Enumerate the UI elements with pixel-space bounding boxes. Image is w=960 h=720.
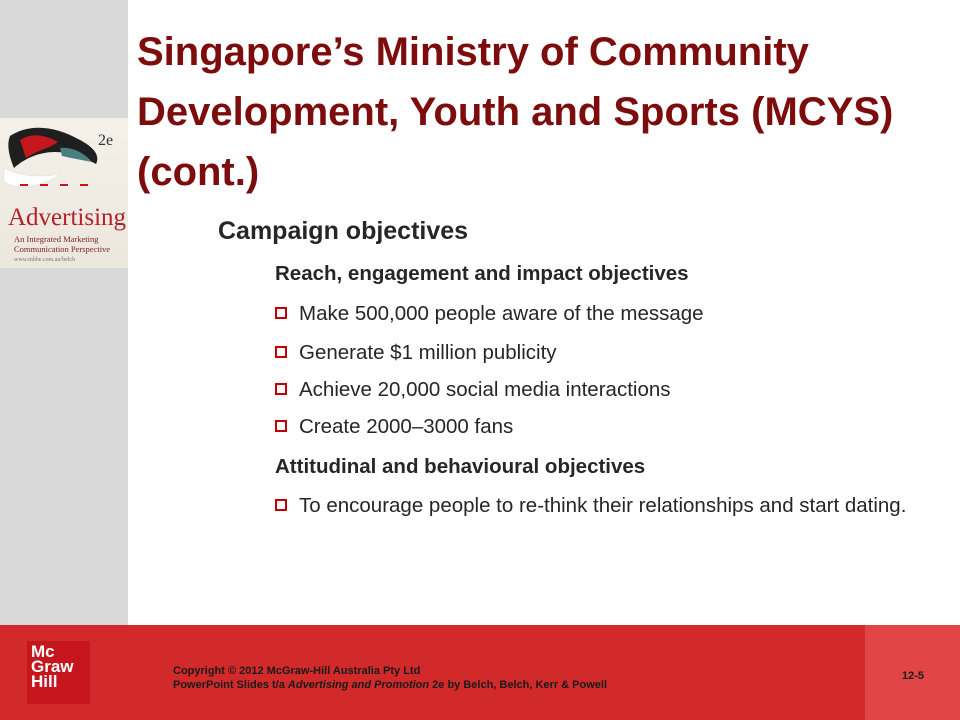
book-cover-image [0,118,128,268]
slide-title: Singapore’s Ministry of Community Development, Youth and Sports (MCYS) (cont.) [137,30,894,194]
checkbox-bullet-icon [275,499,287,511]
copyright-line-1: Copyright © 2012 McGraw-Hill Australia Pty Ltd [173,665,421,677]
section-heading: Campaign objectives [218,217,469,245]
checkbox-bullet-icon [275,420,287,432]
slide-footer [0,625,960,720]
list-item [275,375,915,405]
logo-line: Hill [31,672,58,691]
logo-line: Mc [31,642,55,661]
copyright-notice [173,664,607,692]
checkbox-bullet-icon [275,307,287,319]
list-item [275,299,915,329]
logo-line: Graw [31,657,74,676]
checkbox-bullet-icon [275,383,287,395]
left-sidebar [0,0,128,625]
book-title-italic: Advertising and Promotion [287,679,430,691]
list-item [275,338,915,368]
copyright-prefix: PowerPoint Slides t/a [173,679,288,691]
bullet-text: Generate $1 million publicity [299,341,557,364]
copyright-line-2 [173,678,607,692]
bullet-text: Make 500,000 people aware of the message [299,302,704,325]
checkbox-bullet-icon [275,346,287,358]
book-url: www.mhhe.com.au/belch [14,257,76,263]
book-title: Advertising [8,204,127,231]
book-subtitle: An Integrated Marketing Communication Perspective [14,234,111,254]
mcgraw-hill-logo [27,641,90,704]
bullet-text: To encourage people to re-think their relationships and start dating. [299,494,907,517]
bullet-text: Create 2000–3000 fans [299,415,514,438]
bullet-text: Achieve 20,000 social media interactions [299,378,671,401]
list-item [275,491,915,521]
copyright-suffix: 2e by Belch, Belch, Kerr & Powell [429,679,608,691]
subheading-reach: Reach, engagement and impact objectives [275,262,689,285]
book-edition: 2e [98,132,114,149]
subheading-attitudinal: Attitudinal and behavioural objectives [275,455,646,478]
list-item [275,412,915,442]
page-number: 12-5 [901,670,925,682]
